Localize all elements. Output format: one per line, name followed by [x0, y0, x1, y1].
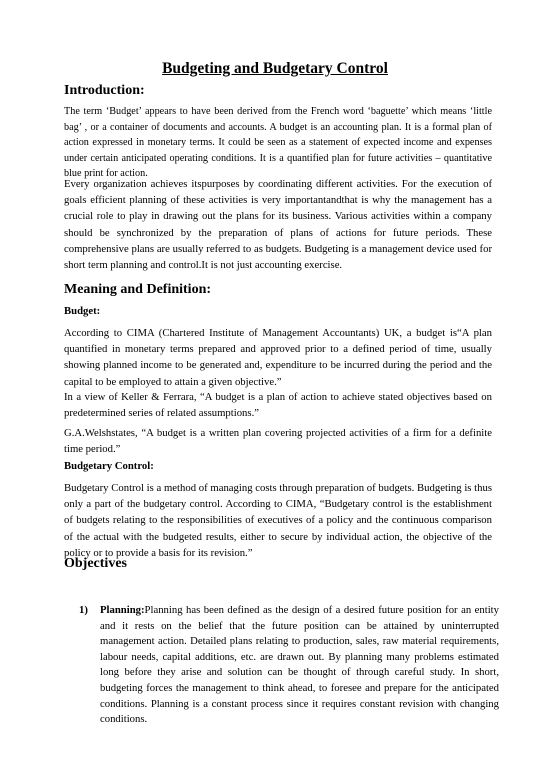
- introduction-paragraph-1: The term ‘Budget’ appears to have been derived from the French word ‘baguette’ which means ‘little bag’ , or a container of documents and accounts. A budget is an accounting plan. It is a formal plan of action expressed in monetary terms. It could be seen as a statement of expected income and expenses under certain anticipated operating conditions. It is a quantified plan for future activities – quantitative blue print for action.: [64, 106, 492, 180]
- introduction-heading: Introduction:: [64, 83, 145, 98]
- objectives-heading: Objectives: [64, 556, 127, 571]
- cima-definition-paragraph: According to CIMA (Chartered Institute of Management Accountants) UK, a budget is“A plan quantified in monetary terms prepared and approved prior to a defined period of time, usually showing planned income to be generated and, expenditure to be incurred during the period and the capital to be employed to attain a given objective.”: [64, 327, 492, 388]
- meaning-definition-heading: Meaning and Definition:: [64, 282, 212, 297]
- objective-number: 1): [79, 604, 88, 616]
- keller-ferrara-paragraph: In a view of Keller & Ferrara, “A budget is a plan of action to achieve stated objectives based on predetermined series of related assumptions.”: [64, 391, 492, 420]
- objective-description: Planning has been defined as the design of a desired future position for an entity and it rests on the belief that the future position can be attained by uninterrupted management action. Detailed plans relating to production, sales, raw material requirements, labour needs, capital additions, etc. are drawn out. By planning many problems estimated long before they arise and solution can be thought of through careful study. In short, budgeting forces the management to think ahead, to foresee and prepare for the anticipated conditions. Planning is a constant process since it requires constant revision with changing conditions.: [100, 604, 499, 726]
- welsh-paragraph: G.A.Welshstates, “A budget is a written plan covering projected activities of a firm for a definite time period.”: [64, 427, 492, 456]
- introduction-paragraph-2: Every organization achieves itspurposes by coordinating different activities. For the execution of goals efficient planning of these activities is very importantandthat is why the management has a crucial role to play in drawing out the plans for its business. Various activities within a company should be synchronized by the preparation of plans of actions for future periods. These comprehensive plans are usually referred to as budgets. Budgeting is a management device used for short term planning and control.It is not just accounting exercise.: [64, 178, 492, 272]
- budgetary-control-paragraph: Budgetary Control is a method of managing costs through preparation of budgets. Budgeting is thus only a part of the budgetary control. According to CIMA, “Budgetary control is the establishment of budgets relating to the responsibilities of executives of a policy and the continuous comparison of the actual with the budgeted results, either to secure by individual action, the objective of the policy or to provide a basis for its revision.”: [64, 482, 492, 559]
- objective-label: Planning:: [100, 604, 145, 616]
- objective-item-planning: [79, 603, 499, 728]
- objective-text-block: [100, 603, 499, 728]
- budget-subheading: Budget:: [64, 305, 101, 317]
- document-title: Budgeting and Budgetary Control: [162, 60, 388, 77]
- budgetary-control-subheading: Budgetary Control:: [64, 460, 154, 472]
